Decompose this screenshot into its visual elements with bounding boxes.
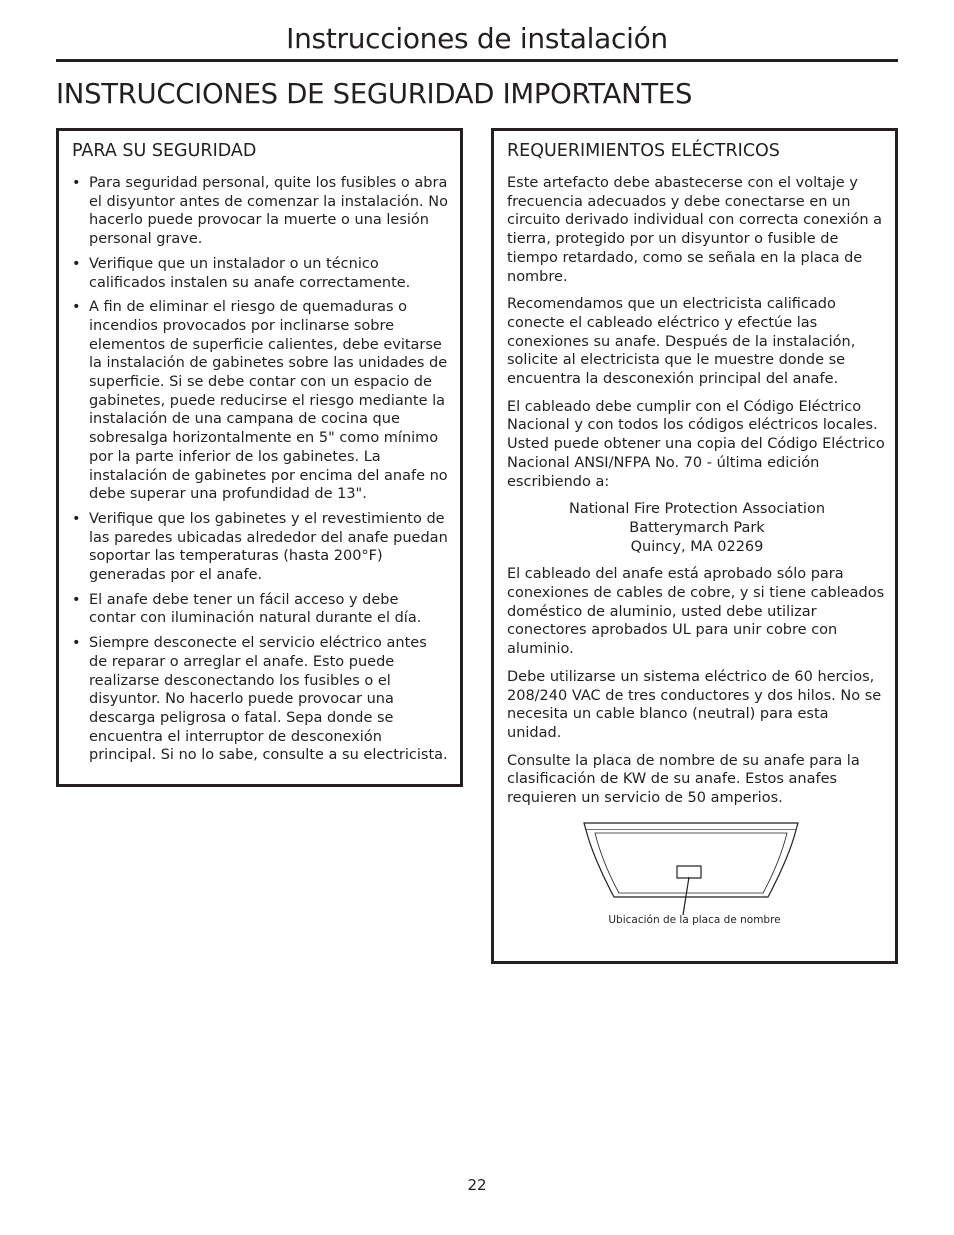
paragraph: El cableado del anafe está aprobado sólo para conexiones de cables de cobre, y si tiene cableados doméstico de aluminio, usted debe utilizar conectores aprobados UL para unir cobre con aluminio.: [507, 566, 885, 658]
address-line: National Fire Protection Association: [568, 501, 826, 518]
section-heading: INSTRUCCIONES DE SEGURIDAD IMPORTANTES: [56, 78, 693, 110]
page-number: 22: [467, 1176, 487, 1194]
cooktop-top-edge: [584, 823, 798, 830]
list-item: • A fin de eliminar el riesgo de quemaduras o incendios provocados por inclinarse sobre elementos de superficie calientes, debe evitarse la instalación de gabinetes sobre las unidades de superficie. Si se debe contar con un espacio de gabinetes, puede reducirse el riesgo mediante la instalación de una campana de cocina que sobresalga horizontalmente en 5" como mínimo por la parte inferior de los gabinetes. La instalación de gabinetes por encima del anafe no debe superar una profundidad de 13".: [72, 298, 449, 504]
list-item: • Verifique que un instalador o un técnico calificados instalen su anafe correctamente.: [72, 255, 449, 292]
title-rule: [56, 59, 898, 62]
electrical-requirements-box: [491, 128, 898, 964]
list-item: • El anafe debe tener un fácil acceso y debe contar con iluminación natural durante el día.: [72, 591, 449, 628]
electrical-text: [507, 174, 887, 817]
paragraph: El cableado debe cumplir con el Código Eléctrico Nacional y con todos los códigos eléctricos locales. Usted puede obtener una copia del Código Eléctrico Nacional ANSI/NFPA No. 70 - última edición escribiendo a:: [507, 398, 885, 490]
list-item: • Para seguridad personal, quite los fusibles o abra el disyuntor antes de comenzar la instalación. No hacerlo puede provocar la muerte o una lesión personal grave.: [72, 174, 449, 249]
paragraph: Recomendamos que un electricista calificado conecte el cableado eléctrico y efectúe las conexiones su anafe. Después de la instalación, solicite al electricista que le muestre donde se encuentra la desconexión principal del anafe.: [507, 296, 856, 388]
cooktop-body: [586, 830, 796, 897]
address-line: Quincy, MA 02269: [630, 538, 764, 555]
nameplate-icon: [677, 866, 701, 878]
paragraph: Debe utilizarse un sistema eléctrico de 60 hercios, 208/240 VAC de tres conductores y dos hilos. No se necesita un cable blanco (neutral) para esta unidad.: [507, 668, 882, 741]
paragraph: Consulte la placa de nombre de su anafe para la clasificación de KW de su anafe. Estos anafes requieren un servicio de 50 amperios.: [507, 752, 860, 807]
figure-caption: Ubicación de la placa de nombre: [608, 914, 781, 926]
paragraph: Este artefacto debe abastecerse con el voltaje y frecuencia adecuados y debe conectarse en un circuito derivado individual con correcta conexión a tierra, protegido por un disyuntor o fusible de tiempo retardado, como se señala en la placa de nombre.: [507, 175, 883, 285]
safety-bullet-list: [72, 174, 449, 771]
safety-box: [56, 128, 463, 787]
list-item: • Siempre desconecte el servicio eléctrico antes de reparar o arreglar el anafe. Esto puede realizarse desconectando los fusibles o el disyuntor. No hacerlo puede provocar una descarga peligrosa o fatal. Sepa donde se encuentra el interruptor de desconexión principal. Si no lo sabe, consulte a su electricista.: [72, 634, 449, 765]
address-line: Batterymarch Park: [629, 519, 765, 536]
electrical-box-title: REQUERIMIENTOS ELÉCTRICOS: [507, 141, 780, 161]
list-item: • Verifique que los gabinetes y el revestimiento de las paredes ubicadas alrededor del anafe puedan soportar las temperaturas (hasta 200°F) generadas por el anafe.: [72, 510, 449, 585]
mailing-address: [507, 500, 887, 556]
page-title: Instrucciones de instalación: [286, 22, 668, 55]
safety-box-title: PARA SU SEGURIDAD: [72, 141, 257, 161]
